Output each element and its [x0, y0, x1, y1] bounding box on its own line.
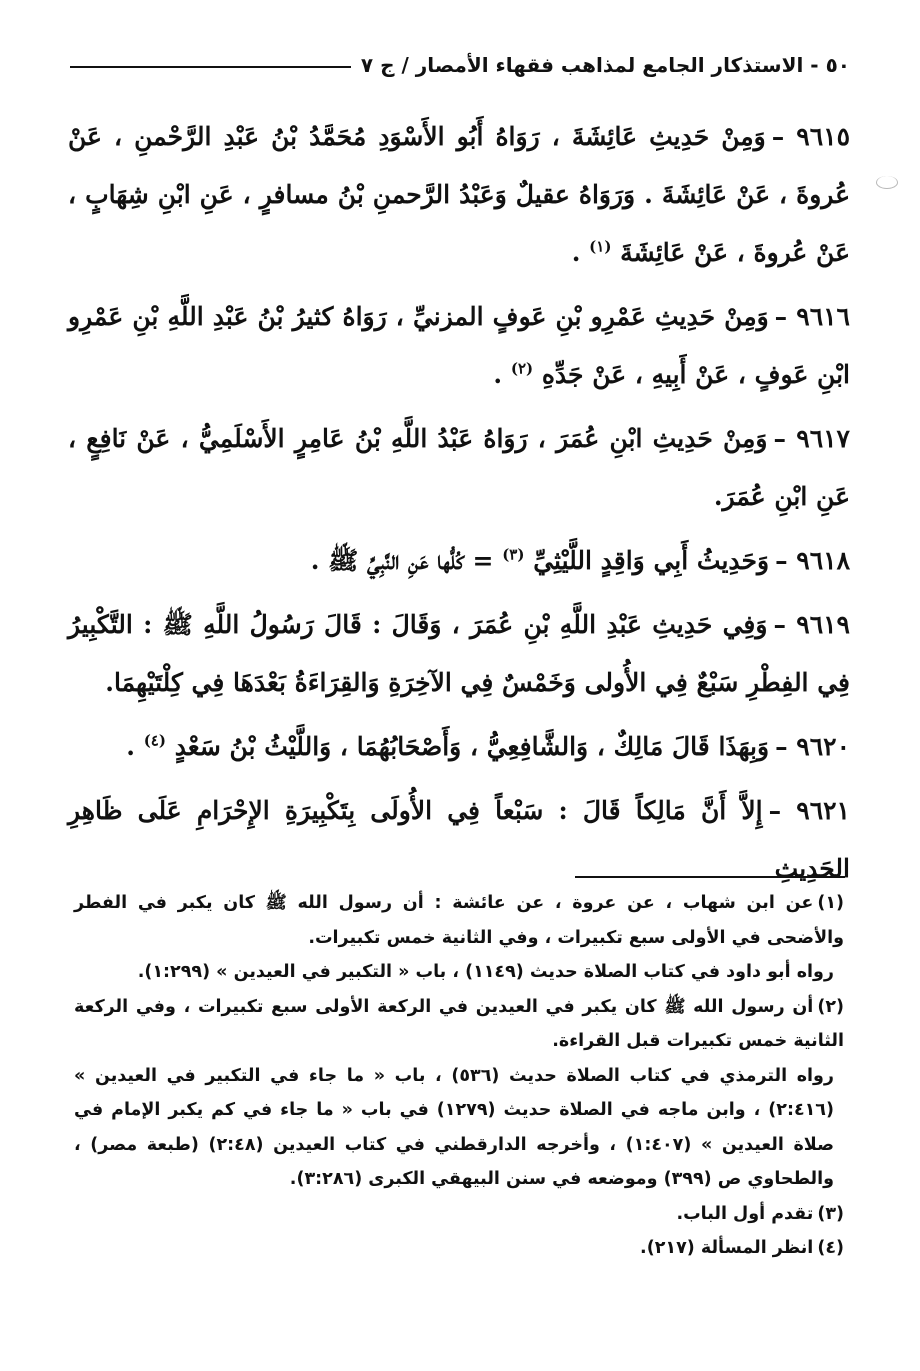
paragraph-end: . [493, 360, 511, 389]
footnote-ref: (٣) [502, 545, 525, 564]
paragraph-text: وَمِنْ حَدِيثِ عَمْرِو بْنِ عَوفٍ المزنيِّ ، رَوَاهُ كثيرُ بْنُ عَبْدِ اللَّهِ بْنِ عَمْرِو ابْنِ عَوفٍ ، عَنْ أَبِيهِ ، عَنْ جَدِّهِ [68, 302, 850, 389]
main-text [68, 108, 850, 904]
margin-mark [876, 176, 898, 189]
footnote-1 [74, 886, 844, 955]
paragraph-text: وَحَدِيثُ أَبِي وَاقِدٍ اللَّيْثِيِّ [533, 546, 770, 575]
footnote-mark: (١) [817, 893, 844, 913]
paragraph-number: ٩٦١٨ – [775, 546, 850, 575]
paragraph-end: . [571, 238, 590, 267]
footnote-ref: (٢) [510, 359, 534, 378]
paragraph-9615 [68, 108, 850, 282]
footnote-mark: (٤) [817, 1238, 844, 1258]
footnote-ref: (١) [589, 237, 612, 256]
paragraph-number: ٩٦١٥ – [771, 122, 850, 151]
paragraph-9619 [68, 596, 850, 712]
footnote-text: عن ابن شهاب ، عن عروة ، عن عائشة : أن رسول الله ﷺ كان يكبر في الفطر والأضحى في الأولى سبع تكبيرات ، وفي الثانية خمس تكبيرات. [74, 893, 844, 948]
paragraph-9616 [68, 288, 850, 404]
paragraph-text: وَبِهَذَا قَالَ مَالِكٌ ، وَالشَّافِعِيُّ ، وَأَصْحَابُهُمَا ، وَاللَّيْثُ بْنُ سَعْدٍ [174, 732, 770, 761]
paragraph-number: ٩٦٢٠ – [775, 732, 850, 761]
footnote-1-source: رواه أبو داود في كتاب الصلاة حديث (١١٤٩) ، باب « التكبير في العيدين » (١:٢٩٩). [137, 962, 834, 982]
footnote-ref: (٤) [143, 731, 166, 750]
footnote-mark: (٢) [817, 996, 844, 1017]
footnote-text: أن رسول الله ﷺ كان يكبر في العيدين في الركعة الأولى سبع تكبيرات ، وفي الركعة الثانية خمس تكبيرات قبل القراءة. [74, 996, 844, 1051]
footnote-2-source: رواه الترمذي في كتاب الصلاة حديث (٥٣٦) ، باب « ما جاء في التكبير في العيدين » (٢:٤١٦) ، وابن ماجه في الصلاة حديث (١٢٧٩) في باب « ما جاء في كم يكبر الإمام في صلاة العيدين » (١:٤٠٧) ، وأخرجه الدارقطني في كتاب العيدين (٢:٤٨) (طبعة مصر) ، والطحاوي ص (٣٩٩) وموضعه في سنن البيهقي الكبرى (٣:٢٨٦). [74, 1065, 834, 1189]
paragraph-number: ٩٦١٦ – [774, 302, 850, 331]
running-title: ٥٠ - الاستذكار الجامع لمذاهب فقهاء الأمصار / ج ٧ [360, 53, 850, 77]
paragraph-end: . [126, 732, 144, 761]
paragraph-text: إِلاَّ أَنَّ مَالِكاً قَالَ : سَبْعاً فِي الأُولَى بِتَكْبِيرَةِ الإِحْرَامِ عَلَى ظَاهِرِ الحَدِيثِ [68, 796, 850, 883]
paragraph-9617 [68, 410, 850, 526]
footnote-3 [74, 1197, 844, 1232]
footnote-mark: (٣) [817, 1203, 844, 1224]
footnote-text: انظر المسألة (٢١٧). [640, 1238, 814, 1258]
paragraph-end: = كُلُّها عَنِ النَّبِيِّ ﷺ . [310, 546, 503, 575]
paragraph-number: ٩٦١٧ – [773, 424, 850, 453]
paragraph-text: وَفِي حَدِيثِ عَبْدِ اللَّهِ بْنِ عُمَرَ ، وَقَالَ : قَالَ رَسُولُ اللَّهِ ﷺ : التَّكْبِيرُ فِي الفِطْرِ سَبْعٌ فِي الأُولى وَخَمْسٌ فِي الآخِرَةِ وَالقِرَاءَةُ بَعْدَهَا فِي كِلْتَيْهِمَا. [68, 610, 850, 697]
footnote-text: تقدم أول الباب. [676, 1203, 814, 1224]
paragraph-text: وَمِنْ حَدِيثِ عَائِشَةَ ، رَوَاهُ أَبُو الأَسْوَدِ مُحَمَّدُ بْنُ عَبْدِ الرَّحْمنِ ، عَنْ عُروةَ ، عَنْ عَائِشَةَ . وَرَوَاهُ عقيلٌ وَعَبْدُ الرَّحمنِ بْنُ مسافرٍ ، عَنِ ابْنِ شِهَابٍ ، عَنْ عُروةَ ، عَنْ عَائِشَةَ [68, 122, 850, 267]
footnotes [74, 886, 844, 1266]
paragraph-9620 [68, 718, 850, 776]
footnote-2 [74, 990, 844, 1059]
footnote-separator [575, 876, 845, 878]
running-header [70, 48, 850, 82]
paragraph-9618 [68, 532, 850, 590]
header-rule [70, 66, 351, 68]
paragraph-number: ٩٦١٩ – [773, 610, 850, 639]
paragraph-9621 [68, 782, 850, 898]
paragraph-number: ٩٦٢١ – [768, 796, 850, 825]
footnote-4 [74, 1231, 844, 1266]
paragraph-text: وَمِنْ حَدِيثِ ابْنِ عُمَرَ ، رَوَاهُ عَبْدُ اللَّهِ بْنُ عَامِرٍ الأَسْلَمِيُّ ، عَنْ نَافِعٍ ، عَنِ ابْنِ عُمَرَ. [68, 424, 850, 511]
